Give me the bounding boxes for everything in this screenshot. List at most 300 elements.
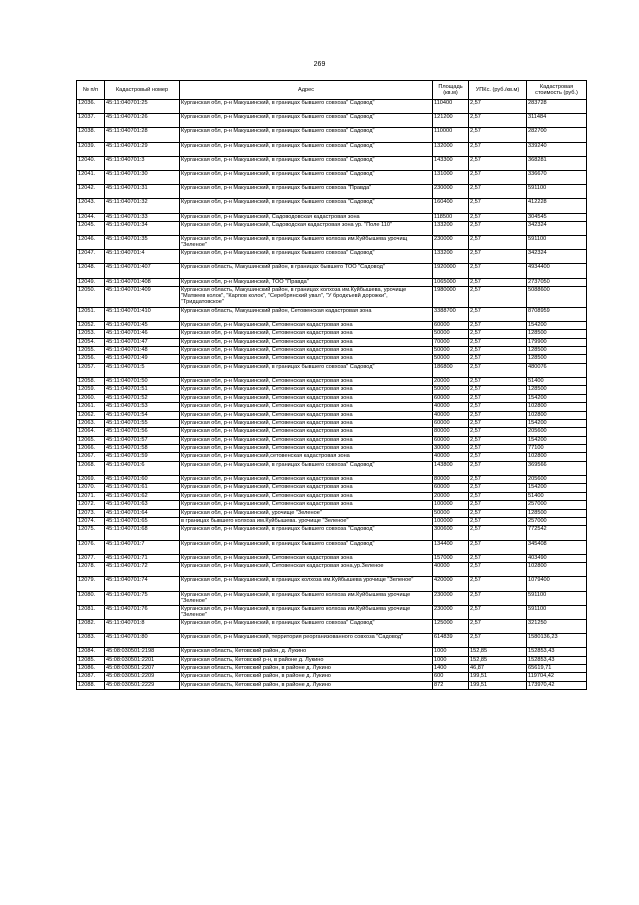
cell-cadastral-number: 45:11:040701:62 <box>105 492 180 500</box>
cell-area: 60000 <box>433 394 469 402</box>
cell-number: 12088. <box>77 681 105 689</box>
cell-cadastral-number: 45:11:040701:64 <box>105 509 180 517</box>
cell-cadastral-number: 45:11:040701:59 <box>105 453 180 461</box>
cell-cadastral-number: 45:11:040701:7 <box>105 540 180 554</box>
cell-number: 12044. <box>77 213 105 221</box>
cell-cadastral-number: 45:11:040701:55 <box>105 419 180 427</box>
cell-area: 872 <box>433 681 469 689</box>
cell-upks: 2,57 <box>469 634 527 648</box>
cell-number: 12074. <box>77 518 105 526</box>
cell-cadastral-number: 45:11:040701:4 <box>105 250 180 264</box>
cell-cadastral-number: 45:11:040701:54 <box>105 411 180 419</box>
table-row <box>77 484 587 492</box>
cell-area: 1065000 <box>433 278 469 286</box>
cell-address: Курганская обл, р-н Макушинский, урочище "Зеленое" <box>180 509 433 517</box>
cell-upks: 2,57 <box>469 419 527 427</box>
cell-cadastral-cost: 205600 <box>527 428 587 436</box>
cell-cadastral-cost: 128500 <box>527 386 587 394</box>
cell-cadastral-cost: 102800 <box>527 453 587 461</box>
cell-area: 70000 <box>433 338 469 346</box>
col-header-number: № п/п <box>77 81 105 100</box>
cell-number: 12071. <box>77 492 105 500</box>
cell-number: 12064. <box>77 428 105 436</box>
cell-cadastral-number: 45:11:040701:45 <box>105 321 180 329</box>
cell-address: Курганская обл, р-н Макушинский, в границах колхоза им.Куйбышева урочище "Зеленое" <box>180 577 433 591</box>
cell-area: 1400 <box>433 665 469 673</box>
cell-number: 12039. <box>77 142 105 156</box>
cell-cadastral-number: 45:11:040701:53 <box>105 403 180 411</box>
table-row <box>77 355 587 363</box>
cell-number: 12045. <box>77 221 105 235</box>
cell-upks: 2,57 <box>469 250 527 264</box>
cell-address: Курганская обл, р-н Макушинский, Сетовенская кадастровая зона <box>180 394 433 402</box>
cell-cadastral-number: 45:11:040701:46 <box>105 330 180 338</box>
cell-upks: 2,57 <box>469 199 527 213</box>
cell-cadastral-cost: 257000 <box>527 501 587 509</box>
cell-area: 110000 <box>433 128 469 142</box>
cell-upks: 2,57 <box>469 619 527 633</box>
cell-address: в границах бывшего колхоза им.Куйбышева. урочище "Зеленое" <box>180 518 433 526</box>
table-row <box>77 213 587 221</box>
cell-cadastral-number: 45:11:040701:6 <box>105 461 180 475</box>
cell-cadastral-cost: 591100 <box>527 236 587 250</box>
cell-cadastral-number: 45:11:040701:57 <box>105 436 180 444</box>
table-row <box>77 673 587 681</box>
cell-number: 12084. <box>77 648 105 656</box>
cell-number: 12057. <box>77 363 105 377</box>
cell-cadastral-cost: 152853,43 <box>527 648 587 656</box>
cell-address: Курганская обл, р-н Макушинский, Сетовенская кадастровая зона <box>180 484 433 492</box>
cell-cadastral-cost: 154200 <box>527 484 587 492</box>
cell-address: Курганская обл, р-н Макушинский, Сетовенская кадастровая зона <box>180 554 433 562</box>
cell-area: 1000 <box>433 656 469 664</box>
cell-cadastral-number: 45:11:040701:76 <box>105 605 180 619</box>
cell-upks: 2,57 <box>469 330 527 338</box>
cell-number: 12053. <box>77 330 105 338</box>
cell-number: 12058. <box>77 377 105 385</box>
cell-upks: 2,57 <box>469 287 527 308</box>
table-row <box>77 501 587 509</box>
cell-cadastral-cost: 321250 <box>527 619 587 633</box>
col-header-cadastral-cost: Кадастровая стоимость (руб.) <box>527 81 587 100</box>
table-row <box>77 563 587 577</box>
cell-cadastral-number: 45:08:030501:2198 <box>105 648 180 656</box>
cell-cadastral-number: 45:11:040701:80 <box>105 634 180 648</box>
table-row <box>77 428 587 436</box>
cell-address: Курганская область, Кетовский район, в районе д. Лукино <box>180 681 433 689</box>
cell-number: 12065. <box>77 436 105 444</box>
cell-number: 12085. <box>77 656 105 664</box>
cell-address: Курганская обл, р-н Макушинский, в границах бывшего совхоза" Садовод" <box>180 363 433 377</box>
cell-address: Курганская обл, р-н Макушинский, Сетовенская кадастровая зона <box>180 411 433 419</box>
cell-number: 12050. <box>77 287 105 308</box>
cell-address: Курганская обл, р-н Макушинский, Сетовенская кадастровая зона <box>180 476 433 484</box>
cell-cadastral-cost: 283728 <box>527 100 587 114</box>
cell-area: 60000 <box>433 321 469 329</box>
cell-number: 12076. <box>77 540 105 554</box>
cell-cadastral-cost: 128500 <box>527 346 587 354</box>
table-row <box>77 386 587 394</box>
cell-upks: 2,57 <box>469 156 527 170</box>
table-header-row <box>77 81 587 100</box>
cell-address: Курганская обл, р-н Макушинский, Сетовенская кадастровая зона <box>180 492 433 500</box>
cell-upks: 2,57 <box>469 492 527 500</box>
cell-address: Курганская область, Кетовский р-н, в районе д. Лукино <box>180 656 433 664</box>
cell-number: 12038. <box>77 128 105 142</box>
cell-cadastral-number: 45:08:030501:2229 <box>105 681 180 689</box>
cell-area: 100000 <box>433 501 469 509</box>
table-row <box>77 199 587 213</box>
cell-address: Курганская обл, р-н Макушинский, в границах бывшего совхоза" Садовод" <box>180 100 433 114</box>
cell-number: 12052. <box>77 321 105 329</box>
cell-cadastral-cost: 51400 <box>527 377 587 385</box>
table-row <box>77 648 587 656</box>
table-row <box>77 540 587 554</box>
cell-upks: 46,87 <box>469 665 527 673</box>
cell-cadastral-number: 45:11:040701:31 <box>105 185 180 199</box>
table-row <box>77 492 587 500</box>
cell-area: 60000 <box>433 484 469 492</box>
cell-address: Курганская обл, р-н Макушинский, Сетовенская кадастровая зона <box>180 445 433 453</box>
cell-address: Курганская обл, р-н Макушинский, Сетовенская кадастровая зона <box>180 355 433 363</box>
table-row <box>77 287 587 308</box>
cell-address: Курганская обл, р-н Макушинский, территория реорганизованного совхоза "Садовод" <box>180 634 433 648</box>
cell-area: 50000 <box>433 509 469 517</box>
cell-cadastral-number: 45:11:040701:35 <box>105 236 180 250</box>
cell-cadastral-cost: 128500 <box>527 509 587 517</box>
cell-upks: 2,57 <box>469 363 527 377</box>
cell-upks: 2,57 <box>469 445 527 453</box>
cell-upks: 2,57 <box>469 185 527 199</box>
cell-upks: 2,57 <box>469 518 527 526</box>
table-row <box>77 330 587 338</box>
cell-cadastral-number: 45:11:040701:74 <box>105 577 180 591</box>
cell-upks: 2,57 <box>469 403 527 411</box>
cell-area: 157000 <box>433 554 469 562</box>
cell-upks: 2,57 <box>469 213 527 221</box>
cell-cadastral-cost: 304545 <box>527 213 587 221</box>
cell-number: 12081. <box>77 605 105 619</box>
cell-cadastral-number: 45:11:040701:408 <box>105 278 180 286</box>
cell-upks: 2,57 <box>469 526 527 540</box>
cell-area: 20000 <box>433 492 469 500</box>
cell-area: 600 <box>433 673 469 681</box>
cell-area: 300600 <box>433 526 469 540</box>
table-row <box>77 346 587 354</box>
cell-upks: 2,57 <box>469 236 527 250</box>
cell-address: Курганская обл, р-н Макушинский, Сетовенская кадастровая зона <box>180 338 433 346</box>
cell-cadastral-cost: 368281 <box>527 156 587 170</box>
cell-cadastral-cost: 480076 <box>527 363 587 377</box>
cell-number: 12082. <box>77 619 105 633</box>
cell-cadastral-number: 45:11:040701:26 <box>105 114 180 128</box>
cell-area: 121200 <box>433 114 469 128</box>
cell-cadastral-cost: 311484 <box>527 114 587 128</box>
cell-upks: 2,57 <box>469 554 527 562</box>
cell-number: 12066. <box>77 445 105 453</box>
cell-upks: 2,57 <box>469 484 527 492</box>
cell-cadastral-cost: 128500 <box>527 330 587 338</box>
table-row <box>77 577 587 591</box>
cell-address: Курганская обл, р-н Макушинский, Сетовенская кадастровая зона <box>180 428 433 436</box>
cell-area: 40000 <box>433 453 469 461</box>
table-row <box>77 221 587 235</box>
table-row <box>77 476 587 484</box>
cell-address: Курганская область, Макушинский район, в границах колхоза им.Куйбышева, урочище "Матвеев колок", "Карпов колок", "Серебрянский увал", "У бродкъевй дорожки", "Тридцатовское" <box>180 287 433 308</box>
cell-cadastral-cost: 179900 <box>527 338 587 346</box>
cell-number: 12054. <box>77 338 105 346</box>
table-row <box>77 156 587 170</box>
cell-number: 12056. <box>77 355 105 363</box>
cell-upks: 2,57 <box>469 170 527 184</box>
table-row <box>77 436 587 444</box>
cell-cadastral-number: 45:11:040701:52 <box>105 394 180 402</box>
cell-upks: 2,57 <box>469 128 527 142</box>
table-row <box>77 185 587 199</box>
cell-address: Курганская обл, р-н Макушинский, в границах бывшего совхоза "Правда" <box>180 185 433 199</box>
cell-cadastral-number: 45:11:040701:60 <box>105 476 180 484</box>
cell-number: 12068. <box>77 461 105 475</box>
cell-cadastral-number: 45:11:040701:47 <box>105 338 180 346</box>
cell-number: 12046. <box>77 236 105 250</box>
cell-area: 118500 <box>433 213 469 221</box>
cell-area: 50000 <box>433 386 469 394</box>
cell-address: Курганская область, Кетовский район, д. Лукино <box>180 648 433 656</box>
cell-cadastral-cost: 154200 <box>527 394 587 402</box>
cell-address: Курганская обл, р-н Макушинский, в границах бывшего совхоза" Садовод" <box>180 114 433 128</box>
cell-cadastral-number: 45:11:040701:72 <box>105 563 180 577</box>
cell-number: 12073. <box>77 509 105 517</box>
cell-upks: 199,51 <box>469 673 527 681</box>
cell-cadastral-number: 45:11:040701:56 <box>105 428 180 436</box>
cell-upks: 2,57 <box>469 355 527 363</box>
cell-cadastral-number: 45:11:040701:29 <box>105 142 180 156</box>
cell-upks: 2,57 <box>469 605 527 619</box>
cell-cadastral-number: 45:11:040701:32 <box>105 199 180 213</box>
cell-upks: 2,57 <box>469 386 527 394</box>
cell-address: Курганская обл, р-н Макушинский, в границах бывшего совхоза" Садовод" <box>180 461 433 475</box>
cell-cadastral-cost: 591100 <box>527 185 587 199</box>
table-row <box>77 250 587 264</box>
cell-cadastral-cost: 342324 <box>527 221 587 235</box>
cell-upks: 2,57 <box>469 411 527 419</box>
cell-number: 12041. <box>77 170 105 184</box>
cell-number: 12060. <box>77 394 105 402</box>
cell-upks: 2,57 <box>469 563 527 577</box>
cell-address: Курганская обл, р-н Макушинский, Сетовенская кадастровая зона <box>180 501 433 509</box>
cell-area: 60000 <box>433 436 469 444</box>
cell-number: 12086. <box>77 665 105 673</box>
cell-area: 110400 <box>433 100 469 114</box>
table-row <box>77 114 587 128</box>
cell-cadastral-cost: 257000 <box>527 518 587 526</box>
cell-number: 12059. <box>77 386 105 394</box>
cell-cadastral-number: 45:11:040701:30 <box>105 170 180 184</box>
cell-cadastral-number: 45:08:030501:2209 <box>105 673 180 681</box>
col-header-address: Адрес <box>180 81 433 100</box>
cell-cadastral-number: 45:11:040701:5 <box>105 363 180 377</box>
cell-cadastral-cost: 154200 <box>527 436 587 444</box>
cell-area: 420000 <box>433 577 469 591</box>
cell-cadastral-cost: 128500 <box>527 355 587 363</box>
cell-upks: 2,57 <box>469 540 527 554</box>
cell-address: Курганская обл, р-н Макушинский, в границах бывшего совхоза" Садовод" <box>180 142 433 156</box>
cell-area: 40000 <box>433 403 469 411</box>
table-row <box>77 656 587 664</box>
cell-cadastral-number: 45:08:030501:2201 <box>105 656 180 664</box>
cell-cadastral-cost: 2737050 <box>527 278 587 286</box>
cell-area: 143300 <box>433 156 469 170</box>
cell-cadastral-cost: 5088600 <box>527 287 587 308</box>
cell-address: Курганская обл, р-н Макушинский, Сетовенская кадастровая зона <box>180 386 433 394</box>
cell-area: 1000 <box>433 648 469 656</box>
cell-number: 12042. <box>77 185 105 199</box>
cell-address: Курганская область, Макушинский район, Сетовенская кадастровая зона <box>180 307 433 321</box>
table-row <box>77 394 587 402</box>
col-header-area: Площадь (кв.м) <box>433 81 469 100</box>
cell-cadastral-cost: 772542 <box>527 526 587 540</box>
table-row <box>77 377 587 385</box>
cell-area: 30000 <box>433 445 469 453</box>
cell-cadastral-cost: 342324 <box>527 250 587 264</box>
cell-address: Курганская область, Кетовский район, в районе д. Лукино <box>180 665 433 673</box>
table-row <box>77 278 587 286</box>
cell-area: 125000 <box>433 619 469 633</box>
cell-address: Курганская обл, р-н Макушинский, в границах бывшего совхоза" Садовод" <box>180 128 433 142</box>
cell-address: Курганская обл, р-н Макушинский, Сетовенская кадастровая зона <box>180 436 433 444</box>
cell-area: 230000 <box>433 236 469 250</box>
cell-cadastral-cost: 102800 <box>527 403 587 411</box>
table-row <box>77 128 587 142</box>
cell-cadastral-number: 45:11:040701:407 <box>105 264 180 278</box>
cell-address: Курганская обл, р-н Макушинский, в границах бывшего совхоза" Садовод" <box>180 156 433 170</box>
table-row <box>77 236 587 250</box>
cell-cadastral-cost: 65619,71 <box>527 665 587 673</box>
cell-area: 50000 <box>433 346 469 354</box>
cell-cadastral-cost: 152853,43 <box>527 656 587 664</box>
cell-cadastral-number: 45:11:040701:75 <box>105 591 180 605</box>
cell-area: 40000 <box>433 563 469 577</box>
table-row <box>77 100 587 114</box>
cell-area: 80000 <box>433 428 469 436</box>
table-row <box>77 411 587 419</box>
table-row <box>77 591 587 605</box>
cell-area: 100000 <box>433 518 469 526</box>
cell-cadastral-number: 45:11:040701:65 <box>105 518 180 526</box>
cell-upks: 2,57 <box>469 591 527 605</box>
cell-area: 230000 <box>433 185 469 199</box>
cell-cadastral-cost: 205600 <box>527 476 587 484</box>
table-row <box>77 264 587 278</box>
cell-address: Курганская область, Макушинский район, в границах бывшего ТОО "Садовод" <box>180 264 433 278</box>
cell-cadastral-cost: 102800 <box>527 563 587 577</box>
cell-cadastral-number: 45:11:040701:3 <box>105 156 180 170</box>
cell-cadastral-number: 45:11:040701:33 <box>105 213 180 221</box>
col-header-upks: УПКс. (руб./кв.м) <box>469 81 527 100</box>
cell-cadastral-cost: 591100 <box>527 605 587 619</box>
cell-number: 12079. <box>77 577 105 591</box>
cell-area: 134400 <box>433 540 469 554</box>
cell-address: Курганская обл, р-н Макушинский, в границах бывшего совхоза "Садовод" <box>180 526 433 540</box>
col-header-cadastral-number: Кадастровый номер <box>105 81 180 100</box>
cell-area: 132000 <box>433 142 469 156</box>
cell-address: Курганская обл, р-н Макушинский, Сетовенская кадастровая зона <box>180 330 433 338</box>
cell-cadastral-cost: 403490 <box>527 554 587 562</box>
cell-cadastral-number: 45:11:040701:8 <box>105 619 180 633</box>
table-row <box>77 526 587 540</box>
cell-upks: 199,51 <box>469 681 527 689</box>
cell-upks: 2,57 <box>469 114 527 128</box>
table-row <box>77 509 587 517</box>
cell-upks: 2,57 <box>469 377 527 385</box>
cell-upks: 2,57 <box>469 264 527 278</box>
cell-cadastral-cost: 345408 <box>527 540 587 554</box>
cell-address: Курганская обл, р-н Макушинский, Сетовенская кадастровая зона,ур.Зеленое <box>180 563 433 577</box>
cell-area: 131000 <box>433 170 469 184</box>
table-row <box>77 307 587 321</box>
cell-number: 12040. <box>77 156 105 170</box>
table-row <box>77 461 587 475</box>
cell-address: Курганская обл, р-н Макушинский, в границах бывшего колхоза им.Куйбышева урочище "Зеленое" <box>180 605 433 619</box>
cell-cadastral-number: 45:11:040701:68 <box>105 526 180 540</box>
table-row <box>77 518 587 526</box>
cell-area: 160400 <box>433 199 469 213</box>
cell-cadastral-number: 45:11:040701:49 <box>105 355 180 363</box>
cell-address: Курганская обл, р-н Макушинский, в границах бывшего совхоза" Садовод" <box>180 540 433 554</box>
cell-address: Курганская обл, р-н Макушинский, Сетовенская кадастровая зона <box>180 403 433 411</box>
cell-upks: 2,57 <box>469 476 527 484</box>
cell-address: Курганская обл, р-н Макушинский, Сетовенская кадастровая зона <box>180 346 433 354</box>
cell-number: 12061. <box>77 403 105 411</box>
cell-cadastral-cost: 173970,42 <box>527 681 587 689</box>
cell-address: Курганская обл, р-н Макушинский, Сетовенская кадастровая зона <box>180 321 433 329</box>
cell-address: Курганская обл, р-н Макушинский, в границах бывшего колхоза им.Куйбышева урочищ "Зеленое" <box>180 236 433 250</box>
cell-number: 12087. <box>77 673 105 681</box>
cell-cadastral-number: 45:11:040701:409 <box>105 287 180 308</box>
cell-cadastral-number: 45:11:040701:58 <box>105 445 180 453</box>
cell-area: 40000 <box>433 411 469 419</box>
cell-cadastral-cost: 119704,42 <box>527 673 587 681</box>
cell-area: 1920000 <box>433 264 469 278</box>
cell-upks: 152,85 <box>469 656 527 664</box>
cell-area: 80000 <box>433 476 469 484</box>
cell-address: Курганская обл, р-н Макушинский, Сетовенская кадастровая зона <box>180 419 433 427</box>
cell-upks: 2,57 <box>469 428 527 436</box>
cell-upks: 2,57 <box>469 100 527 114</box>
cell-area: 143800 <box>433 461 469 475</box>
cell-number: 12037. <box>77 114 105 128</box>
table-row <box>77 634 587 648</box>
cell-upks: 2,57 <box>469 509 527 517</box>
cell-number: 12062. <box>77 411 105 419</box>
cell-number: 12078. <box>77 563 105 577</box>
table-row <box>77 445 587 453</box>
cell-area: 186800 <box>433 363 469 377</box>
cell-upks: 2,57 <box>469 142 527 156</box>
cell-number: 12075. <box>77 526 105 540</box>
cell-number: 12036. <box>77 100 105 114</box>
cell-upks: 2,57 <box>469 453 527 461</box>
cell-address: Курганская обл, р-н Макушинский, Сетовенская кадастровая зона <box>180 377 433 385</box>
cell-number: 12051. <box>77 307 105 321</box>
cell-address: Курганская обл, р-н Макушинский, ТОО "Правда" <box>180 278 433 286</box>
cell-address: Курганская область, Кетовский район, в районе д. Лукино <box>180 673 433 681</box>
cell-cadastral-cost: 154200 <box>527 321 587 329</box>
cell-cadastral-number: 45:11:040701:28 <box>105 128 180 142</box>
cell-number: 12069. <box>77 476 105 484</box>
table-row <box>77 619 587 633</box>
cell-cadastral-cost: 51400 <box>527 492 587 500</box>
